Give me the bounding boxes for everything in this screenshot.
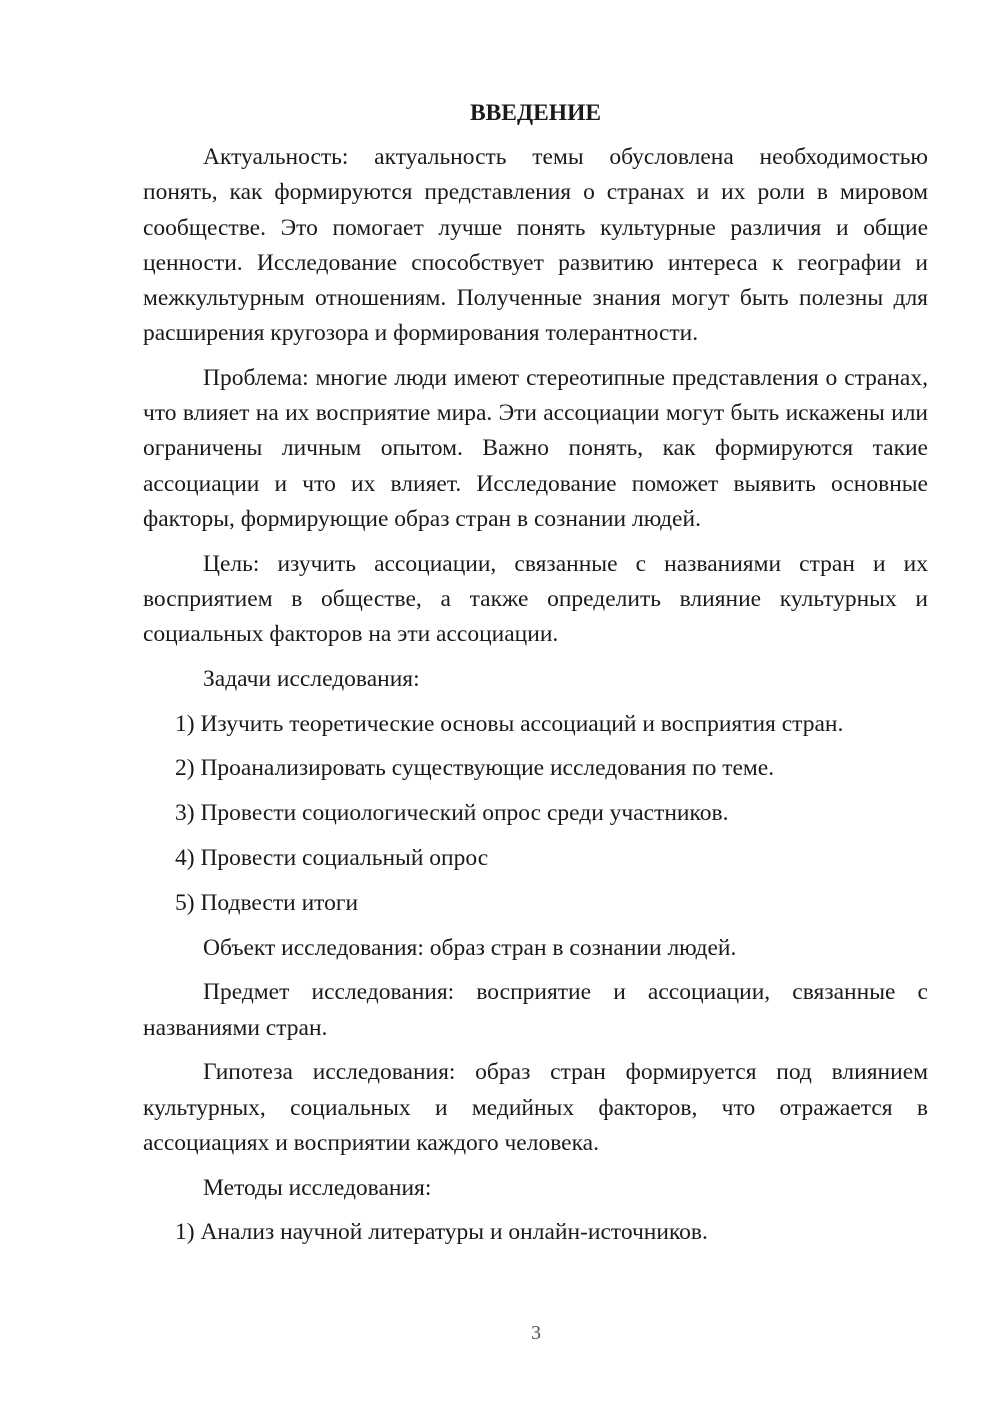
goal-paragraph: Цель: изучить ассоциации, связанные с названиями стран и их восприятием в обществе, а также определить влияние культурных и социальных факторов на эти ассоциации. — [143, 550, 928, 648]
methods-list — [143, 1215, 928, 1250]
hypothesis-paragraph: Гипотеза исследования: образ стран формируется под влиянием культурных, социальных и медийных факторов, что отражается в ассоциациях и восприятии каждого человека. — [143, 1059, 928, 1156]
methods-heading: Методы исследования: — [203, 1174, 432, 1201]
section-title: ВВЕДЕНИЕ — [469, 100, 602, 126]
subject-paragraph: Предмет исследования: восприятие и ассоциации, связанные с названиями стран. — [143, 979, 928, 1041]
object-paragraph: Объект исследования: образ стран в сознании людей. — [203, 934, 737, 961]
task-item: 1) Изучить теоретические основы ассоциаций и восприятия стран. — [175, 710, 844, 737]
task-item: 2) Проанализировать существующие исследования по теме. — [175, 755, 775, 782]
relevance-paragraph: Актуальность: актуальность темы обусловлена необходимостью понять, как формируются представления о странах и их роли в мировом сообществе. Это помогает лучше понять культурные различия и общие ценности. Исследование способствует развитию интереса к географии и межкультурным отношениям. Полученные знания могут быть полезны для расширения кругозора и формирования толерантности. — [143, 144, 928, 347]
page-content — [143, 96, 928, 1260]
method-item: 1) Анализ научной литературы и онлайн-источников. — [175, 1219, 708, 1246]
tasks-heading: Задачи исследования: — [203, 665, 420, 692]
tasks-list — [143, 707, 928, 921]
page-number: 3 — [531, 1322, 541, 1344]
problem-paragraph: Проблема: многие люди имеют стереотипные представления о странах, что влияет на их восприятие мира. Эти ассоциации могут быть искажены или ограничены личным опытом. Важно понять, как формируются такие ассоциации и что их влияет. Исследование поможет выявить основные факторы, формирующие образ стран в сознании людей. — [143, 365, 928, 532]
task-item: 4) Провести социальный опрос — [175, 845, 489, 872]
task-item: 3) Провести социологический опрос среди участников. — [175, 800, 729, 827]
task-item: 5) Подвести итоги — [175, 889, 359, 916]
